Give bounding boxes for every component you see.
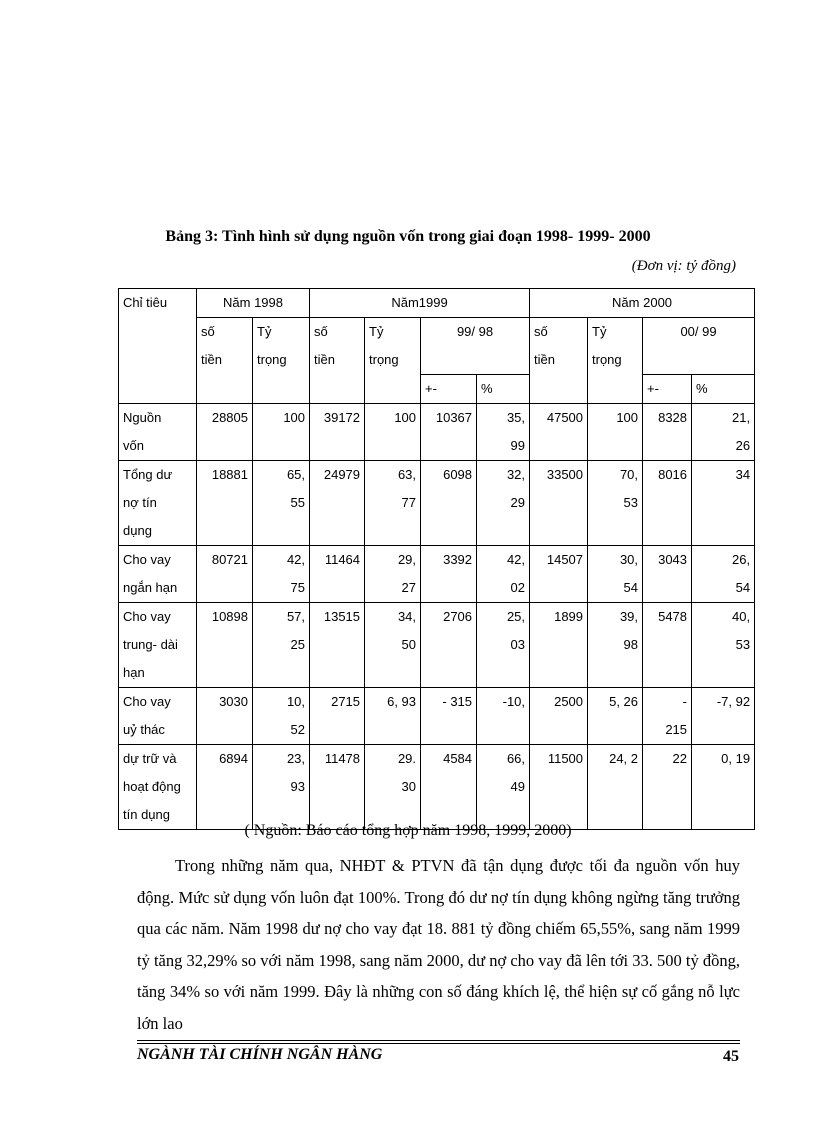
header-diff-99: +- [421,375,477,404]
cell-share-2000: 39, 98 [588,603,643,688]
table-caption: Bảng 3: Tình hình sử dụng nguồn vốn trong giai đoạn 1998- 1999- 2000 [165,228,651,245]
cell-pct-00-99: 0, 19 [692,745,755,830]
cell-share-1999: 29. 30 [365,745,421,830]
cell-amount-1999: 11478 [310,745,365,830]
cell-diff-00-99: 22 [643,745,692,830]
cell-amount-2000: 47500 [530,404,588,461]
header-year-2000: Năm 2000 [530,289,755,318]
cell-amount-1998: 10898 [197,603,253,688]
header-pct-00: % [692,375,755,404]
cell-diff-00-99: 8328 [643,404,692,461]
cell-share-1998: 57, 25 [253,603,310,688]
cell-share-2000: 5, 26 [588,688,643,745]
cell-amount-1998: 3030 [197,688,253,745]
cell-pct-00-99: 26, 54 [692,546,755,603]
cell-diff-99-98: - 315 [421,688,477,745]
source-note: ( Nguồn: Báo cáo tổng hợp năm 1998, 1999, 2000) [244,822,572,839]
header-amount-2000: số tiền [530,318,588,404]
footer-rule-top [137,1040,740,1041]
body-paragraph: Trong những năm qua, NHĐT & PTVN đã tận dụng được tối đa nguồn vốn huy động. Mức sử dụng vốn luôn đạt 100%. Trong đó dư nợ tín dụng không ngừng tăng trưởng qua các năm. Năm 1998 dư nợ cho vay đạt 18. 881 tỷ đồng chiếm 65,55%, sang năm 1999 tỷ tăng 32,29% so với năm 1998, sang năm 2000, dư nợ cho vay đã lên tới 33. 500 tỷ đồng, tăng 34% so với năm 1999. Đây là những con số đáng khích lệ, thể hiện sự cố gắng nỗ lực lớn lao [137,856,740,1033]
cell-share-1998: 23, 93 [253,745,310,830]
cell-pct-99-98: 42, 02 [477,546,530,603]
cell-diff-00-99: 3043 [643,546,692,603]
header-amount-1998: số tiền [197,318,253,404]
cell-share-1999: 29, 27 [365,546,421,603]
cell-diff-99-98: 3392 [421,546,477,603]
cell-pct-00-99: 40, 53 [692,603,755,688]
cell-pct-00-99: 34 [692,461,755,546]
row-label: dự trữ và hoạt động tín dụng [119,745,197,830]
cell-share-2000: 100 [588,404,643,461]
cell-share-1998: 65, 55 [253,461,310,546]
cell-amount-1999: 11464 [310,546,365,603]
unit-note: (Đơn vị: tỷ đồng) [631,258,736,274]
header-diff-00: +- [643,375,692,404]
cell-pct-99-98: 66, 49 [477,745,530,830]
cell-share-1999: 6, 93 [365,688,421,745]
row-label: Cho vay uỷ thác [119,688,197,745]
header-row-years [119,289,755,318]
cell-pct-00-99: -7, 92 [692,688,755,745]
cell-share-1998: 42, 75 [253,546,310,603]
cell-pct-99-98: 35, 99 [477,404,530,461]
cell-pct-00-99: 21, 26 [692,404,755,461]
cell-amount-2000: 33500 [530,461,588,546]
cell-share-2000: 30, 54 [588,546,643,603]
cell-diff-00-99: 8016 [643,461,692,546]
cell-amount-1999: 39172 [310,404,365,461]
header-share-1999: Tỷ trọng [365,318,421,404]
table-row [119,461,755,546]
cell-amount-2000: 2500 [530,688,588,745]
table-row [119,404,755,461]
cell-diff-99-98: 4584 [421,745,477,830]
cell-diff-99-98: 6098 [421,461,477,546]
cell-amount-1998: 6894 [197,745,253,830]
header-amount-1999: số tiền [310,318,365,404]
header-compare-00-99: 00/ 99 [643,318,755,375]
row-label: Cho vay ngắn hạn [119,546,197,603]
header-pct-99: % [477,375,530,404]
cell-amount-1998: 80721 [197,546,253,603]
cell-share-1999: 100 [365,404,421,461]
cell-diff-99-98: 10367 [421,404,477,461]
cell-amount-1998: 28805 [197,404,253,461]
header-share-1998: Tỷ trọng [253,318,310,404]
footer-title: NGÀNH TÀI CHÍNH NGÂN HÀNG [137,1046,383,1063]
cell-amount-1999: 13515 [310,603,365,688]
header-row-subcols [119,318,755,375]
table-row [119,745,755,830]
header-indicator: Chỉ tiêu [119,289,197,404]
cell-diff-00-99: - 215 [643,688,692,745]
cell-amount-1999: 24979 [310,461,365,546]
capital-usage-table [118,288,755,830]
header-compare-99-98: 99/ 98 [421,318,530,375]
cell-share-1999: 63, 77 [365,461,421,546]
header-share-2000: Tỷ trọng [588,318,643,404]
cell-pct-99-98: 32, 29 [477,461,530,546]
cell-diff-00-99: 5478 [643,603,692,688]
cell-share-2000: 70, 53 [588,461,643,546]
header-year-1999: Năm1999 [310,289,530,318]
cell-pct-99-98: -10, [477,688,530,745]
page-number: 45 [723,1048,739,1065]
row-label: Nguồn vốn [119,404,197,461]
cell-amount-2000: 11500 [530,745,588,830]
cell-diff-99-98: 2706 [421,603,477,688]
header-year-1998: Năm 1998 [197,289,310,318]
row-label: Cho vay trung- dài hạn [119,603,197,688]
cell-share-1999: 34, 50 [365,603,421,688]
cell-amount-2000: 14507 [530,546,588,603]
row-label: Tổng dư nợ tín dụng [119,461,197,546]
cell-amount-2000: 1899 [530,603,588,688]
cell-share-1998: 10, 52 [253,688,310,745]
cell-pct-99-98: 25, 03 [477,603,530,688]
cell-amount-1998: 18881 [197,461,253,546]
cell-amount-1999: 2715 [310,688,365,745]
table-row [119,603,755,688]
footer-rule-bottom [137,1043,740,1044]
cell-share-2000: 24, 2 [588,745,643,830]
table-row [119,546,755,603]
table-row [119,688,755,745]
cell-share-1998: 100 [253,404,310,461]
